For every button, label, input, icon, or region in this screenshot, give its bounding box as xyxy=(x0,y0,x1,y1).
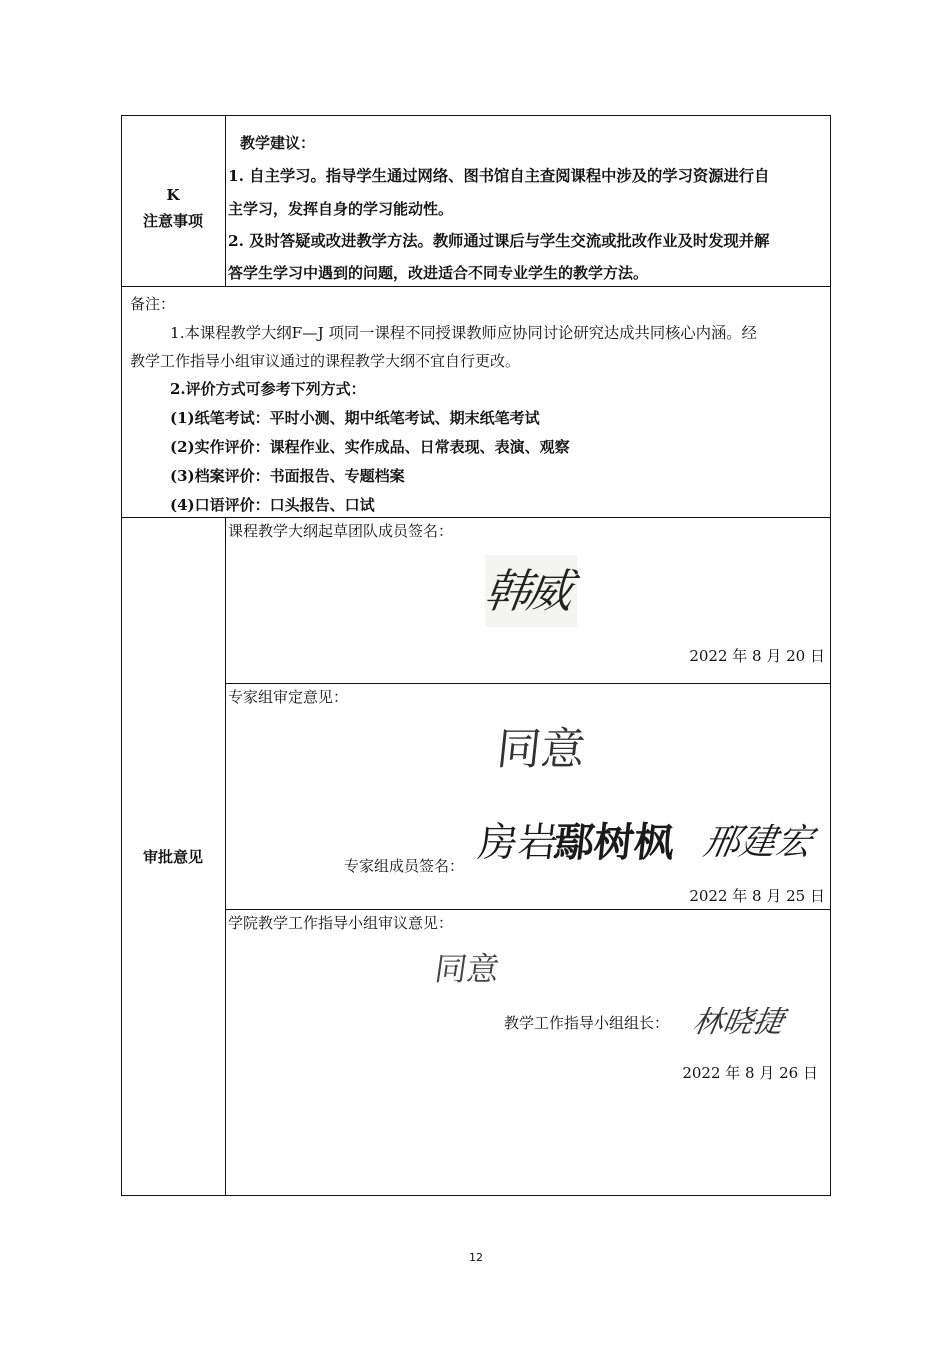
evaluation-method: (1)纸笔考试：平时小测、期中纸笔考试、期末纸笔考试 xyxy=(170,409,540,427)
col-divider-k xyxy=(225,115,226,287)
drafting-signature-text: 韩威 xyxy=(481,564,573,618)
college-opinion-title: 学院教学工作指导小组审议意见： xyxy=(228,914,454,932)
evaluation-method: (3)档案评价：书面报告、专题档案 xyxy=(170,467,405,485)
suggestion-2-line-1: 2. 及时答疑或改进教学方法。教师通过课后与学生交流或批改作业及时发现并解 xyxy=(228,232,770,250)
section-label: 注意事项 xyxy=(142,212,203,230)
row-divider-drafting xyxy=(225,683,831,684)
drafting-date: 2022 年 8 月 20 日 xyxy=(689,647,825,665)
expert-opinion-handwritten xyxy=(494,722,597,778)
expert-signature: 鄢树枫 xyxy=(551,819,677,866)
group-leader-signature: 林晓捷 xyxy=(690,1005,787,1040)
teaching-suggestions-heading: 教学建议： xyxy=(240,134,316,152)
drafting-team-title: 课程教学大纲起草团队成员签名： xyxy=(228,522,454,540)
remarks-p1-line-2: 教学工作指导小组审议通过的课程教学大纲不宜自行更改。 xyxy=(130,352,521,370)
evaluation-method: (2)实作评价：课程作业、实作成品、日常表现、表演、观察 xyxy=(170,438,570,456)
remarks-title: 备注： xyxy=(130,295,176,313)
approval-label: 审批意见 xyxy=(142,848,203,866)
group-leader-label: 教学工作指导小组组长： xyxy=(504,1014,670,1032)
expert-signature: 邢建宏 xyxy=(700,822,816,863)
drafting-signature xyxy=(481,555,577,627)
suggestion-2-line-2: 答学生学习中遇到的问题，改进适合不同专业学生的教学方法。 xyxy=(228,264,649,282)
page-number: 12 xyxy=(469,1251,483,1264)
remarks-p2: 2.评价方式可参考下列方式： xyxy=(170,380,366,398)
row-divider-k xyxy=(121,286,831,287)
college-date: 2022 年 8 月 26 日 xyxy=(682,1064,818,1082)
expert-opinion-title: 专家组审定意见： xyxy=(228,688,349,706)
expert-date: 2022 年 8 月 25 日 xyxy=(689,887,825,905)
suggestion-1-line-2: 主学习，发挥自身的学习能动性。 xyxy=(228,200,454,218)
row-divider-remarks xyxy=(121,517,831,518)
expert-opinion-text: 同意 xyxy=(494,724,588,775)
college-opinion-handwritten xyxy=(432,945,502,993)
row-divider-expert xyxy=(225,909,831,910)
suggestion-1-line-1: 1. 自主学习。指导学生通过网络、图书馆自主查阅课程中涉及的学习资源进行自 xyxy=(228,167,770,185)
expert-signature: 房岩 xyxy=(475,820,561,866)
col-divider-approval xyxy=(225,517,226,1196)
section-code: K xyxy=(166,186,180,204)
expert-members-label: 专家组成员签名： xyxy=(344,857,465,875)
college-opinion-text: 同意 xyxy=(432,950,502,988)
remarks-p1-line-1: 1.本课程教学大纲F—J 项同一课程不同授课教师应协同讨论研究达成共同核心内涵。经 xyxy=(170,324,757,342)
evaluation-method: (4)口语评价：口头报告、口试 xyxy=(170,496,375,514)
